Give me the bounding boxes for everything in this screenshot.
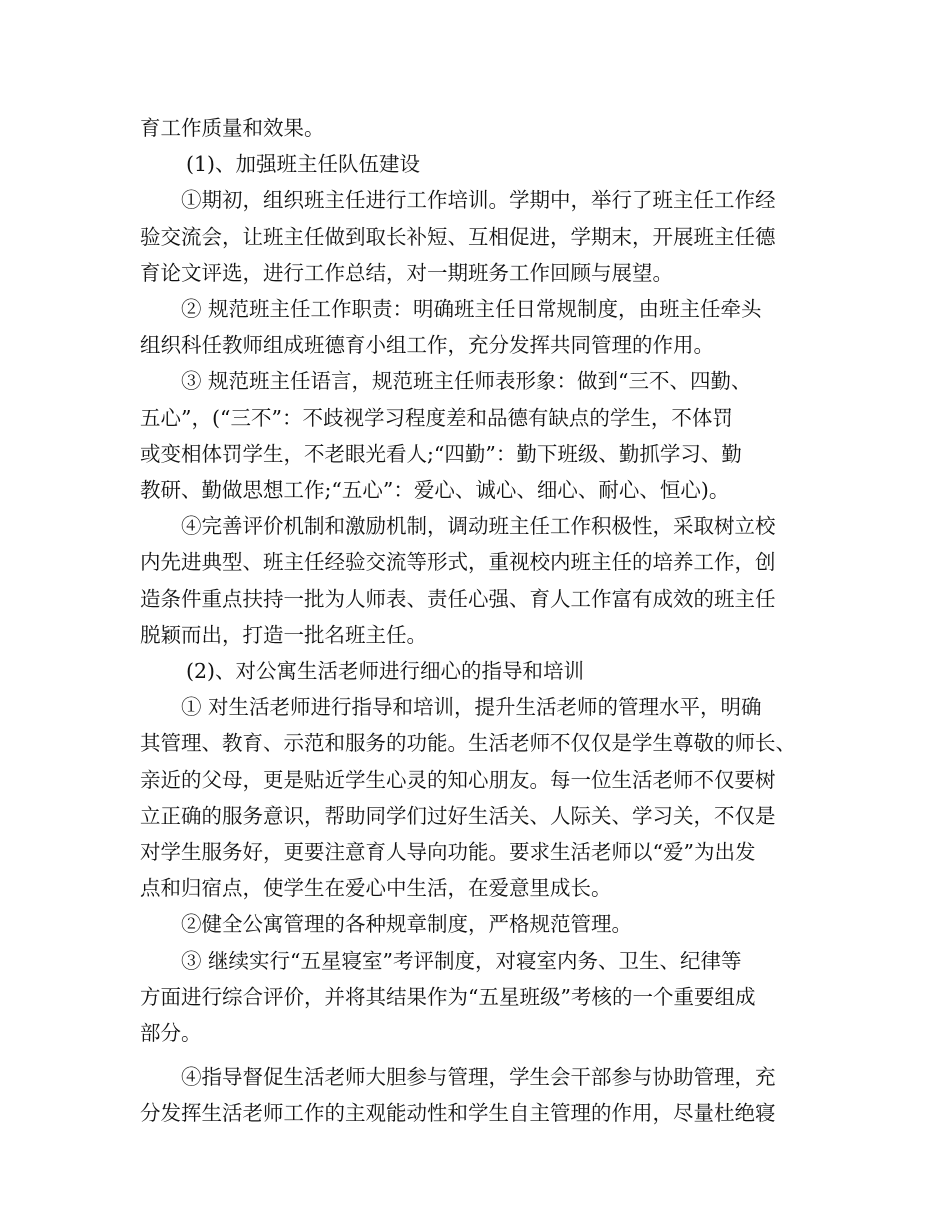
paragraph-item-1-3: ③ 规范班主任语言，规范班主任师表形象：做到“三不、四勤、 五心”，(“三不”：不歧视学习程度差和品德有缺点的学生，不体罚 或变相体罚学生，不老眼光看人;“四勤”：勤下班级、勤抓学习、勤 教研、勤做思想工作;“五心”：爱心、诚心、细心、耐心、恒心)。: [140, 369, 752, 503]
paragraph-item-1-2: ② 规范班主任工作职责：明确班主任日常规制度，由班主任牵头 组织科任教师组成班德育小组工作，充分发挥共同管理的作用。: [140, 297, 762, 358]
paragraph-item-2-2: ②健全公寓管理的各种规章制度，严格规范管理。: [181, 912, 632, 937]
paragraph-item-1-4: ④完善评价机制和激励机制，调动班主任工作积极性，采取树立校 内先进典型、班主任经验交流等形式，重视校内班主任的培养工作，创 造条件重点扶持一批为人师表、责任心强、育人工作富有成效的班主任 脱颖而出，打造一批名班主任。: [140, 514, 776, 647]
section-heading-1: (1)、加强班主任队伍建设: [186, 152, 421, 177]
paragraph-item-1-1: ①期初，组织班主任进行工作培训。学期中，举行了班主任工作经 验交流会，让班主任做到取长补短、互相促进，学期末，开展班主任德 育论文评选，进行工作总结，对一期班务工作回顾与展望。: [140, 188, 776, 285]
paragraph-item-2-1: ① 对生活老师进行指导和培训，提升生活老师的管理水平，明确 其管理、教育、示范和服务的功能。生活老师不仅仅是学生尊敬的师长、 亲近的父母，更是贴近学生心灵的知心朋友。每一位生活老师不仅要树 立正确的服务意识，帮助同学们过好生活关、人际关、学习关，不仅是 对学生服务好，更要注意育人导向功能。要求生活老师以“爱”为出发 点和归宿点，使学生在爱心中生活，在爱意里成长。: [140, 695, 796, 901]
section-heading-2: (2)、对公寓生活老师进行细心的指导和培训: [186, 659, 585, 684]
paragraph-continuation: 育工作质量和效果。: [140, 116, 325, 140]
document-body: [140, 110, 815, 1132]
paragraph-item-2-3: ③ 继续实行“五星寝室”考评制度，对寝室内务、卫生、纪律等 方面进行综合评价，并将其结果作为“五星班级”考核的一个重要组成 部分。: [140, 948, 756, 1046]
paragraph-item-2-4: ④指导督促生活老师大胆参与管理，学生会干部参与协助管理，充 分发挥生活老师工作的主观能动性和学生自主管理的作用，尽量杜绝寝: [140, 1065, 776, 1126]
